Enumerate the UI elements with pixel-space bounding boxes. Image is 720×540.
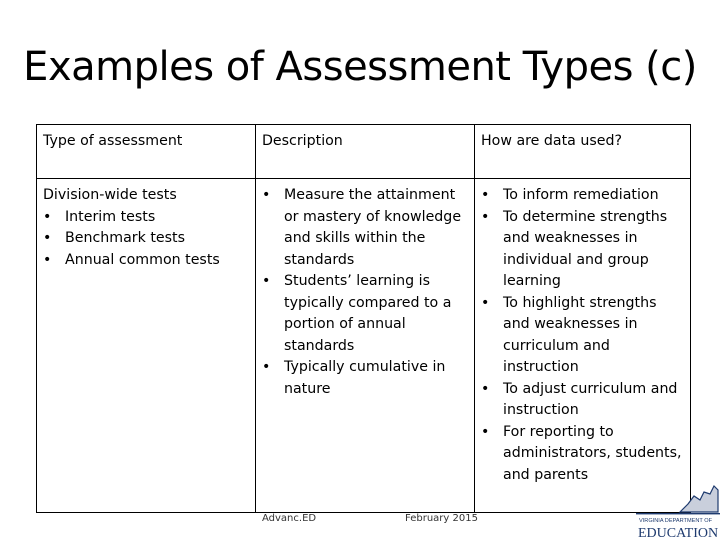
type-list xyxy=(43,207,249,272)
list-item: • To highlight strengths and weaknesses in curriculum and instruction xyxy=(481,293,684,379)
type-heading: Division-wide tests xyxy=(43,187,177,203)
list-item: • Typically cumulative in nature xyxy=(262,357,468,400)
type-cell xyxy=(37,179,256,513)
logo-rule xyxy=(636,513,720,514)
header-cell xyxy=(37,125,256,179)
logo-line2: EDUCATION xyxy=(638,526,719,540)
header-cell xyxy=(256,125,475,179)
description-list xyxy=(262,185,468,400)
logo-graphic xyxy=(636,482,720,540)
header-description: Description xyxy=(262,133,343,149)
virginia-doe-logo xyxy=(636,482,720,540)
list-item: • Annual common tests xyxy=(43,250,249,272)
list-item: • To inform remediation xyxy=(481,185,684,207)
list-item: • Benchmark tests xyxy=(43,228,249,250)
list-item: • For reporting to administrators, students, and parents xyxy=(481,422,684,487)
list-item: • Measure the attainment or mastery of knowledge and skills within the standards xyxy=(262,185,468,271)
list-item: • Interim tests xyxy=(43,207,249,229)
state-outline-icon xyxy=(680,486,718,512)
assessment-table xyxy=(36,124,691,513)
list-item: • To determine strengths and weaknesses in individual and group learning xyxy=(481,207,684,293)
header-cell xyxy=(475,125,691,179)
logo-line1: VIRGINIA DEPARTMENT OF xyxy=(639,518,713,524)
table-header-row xyxy=(37,125,691,179)
header-type: Type of assessment xyxy=(43,133,183,149)
slide-title: Examples of Assessment Types (c) xyxy=(23,44,697,90)
header-data-use: How are data used? xyxy=(481,133,623,149)
footer-organization: Advanc.ED xyxy=(262,513,317,524)
list-item: • Students’ learning is typically compared to a portion of annual standards xyxy=(262,271,468,357)
footer-date: February 2015 xyxy=(405,513,478,524)
list-item: • To adjust curriculum and instruction xyxy=(481,379,684,422)
table-row xyxy=(37,179,691,513)
description-cell xyxy=(256,179,475,513)
data-use-cell xyxy=(475,179,691,513)
data-use-list xyxy=(481,185,684,486)
